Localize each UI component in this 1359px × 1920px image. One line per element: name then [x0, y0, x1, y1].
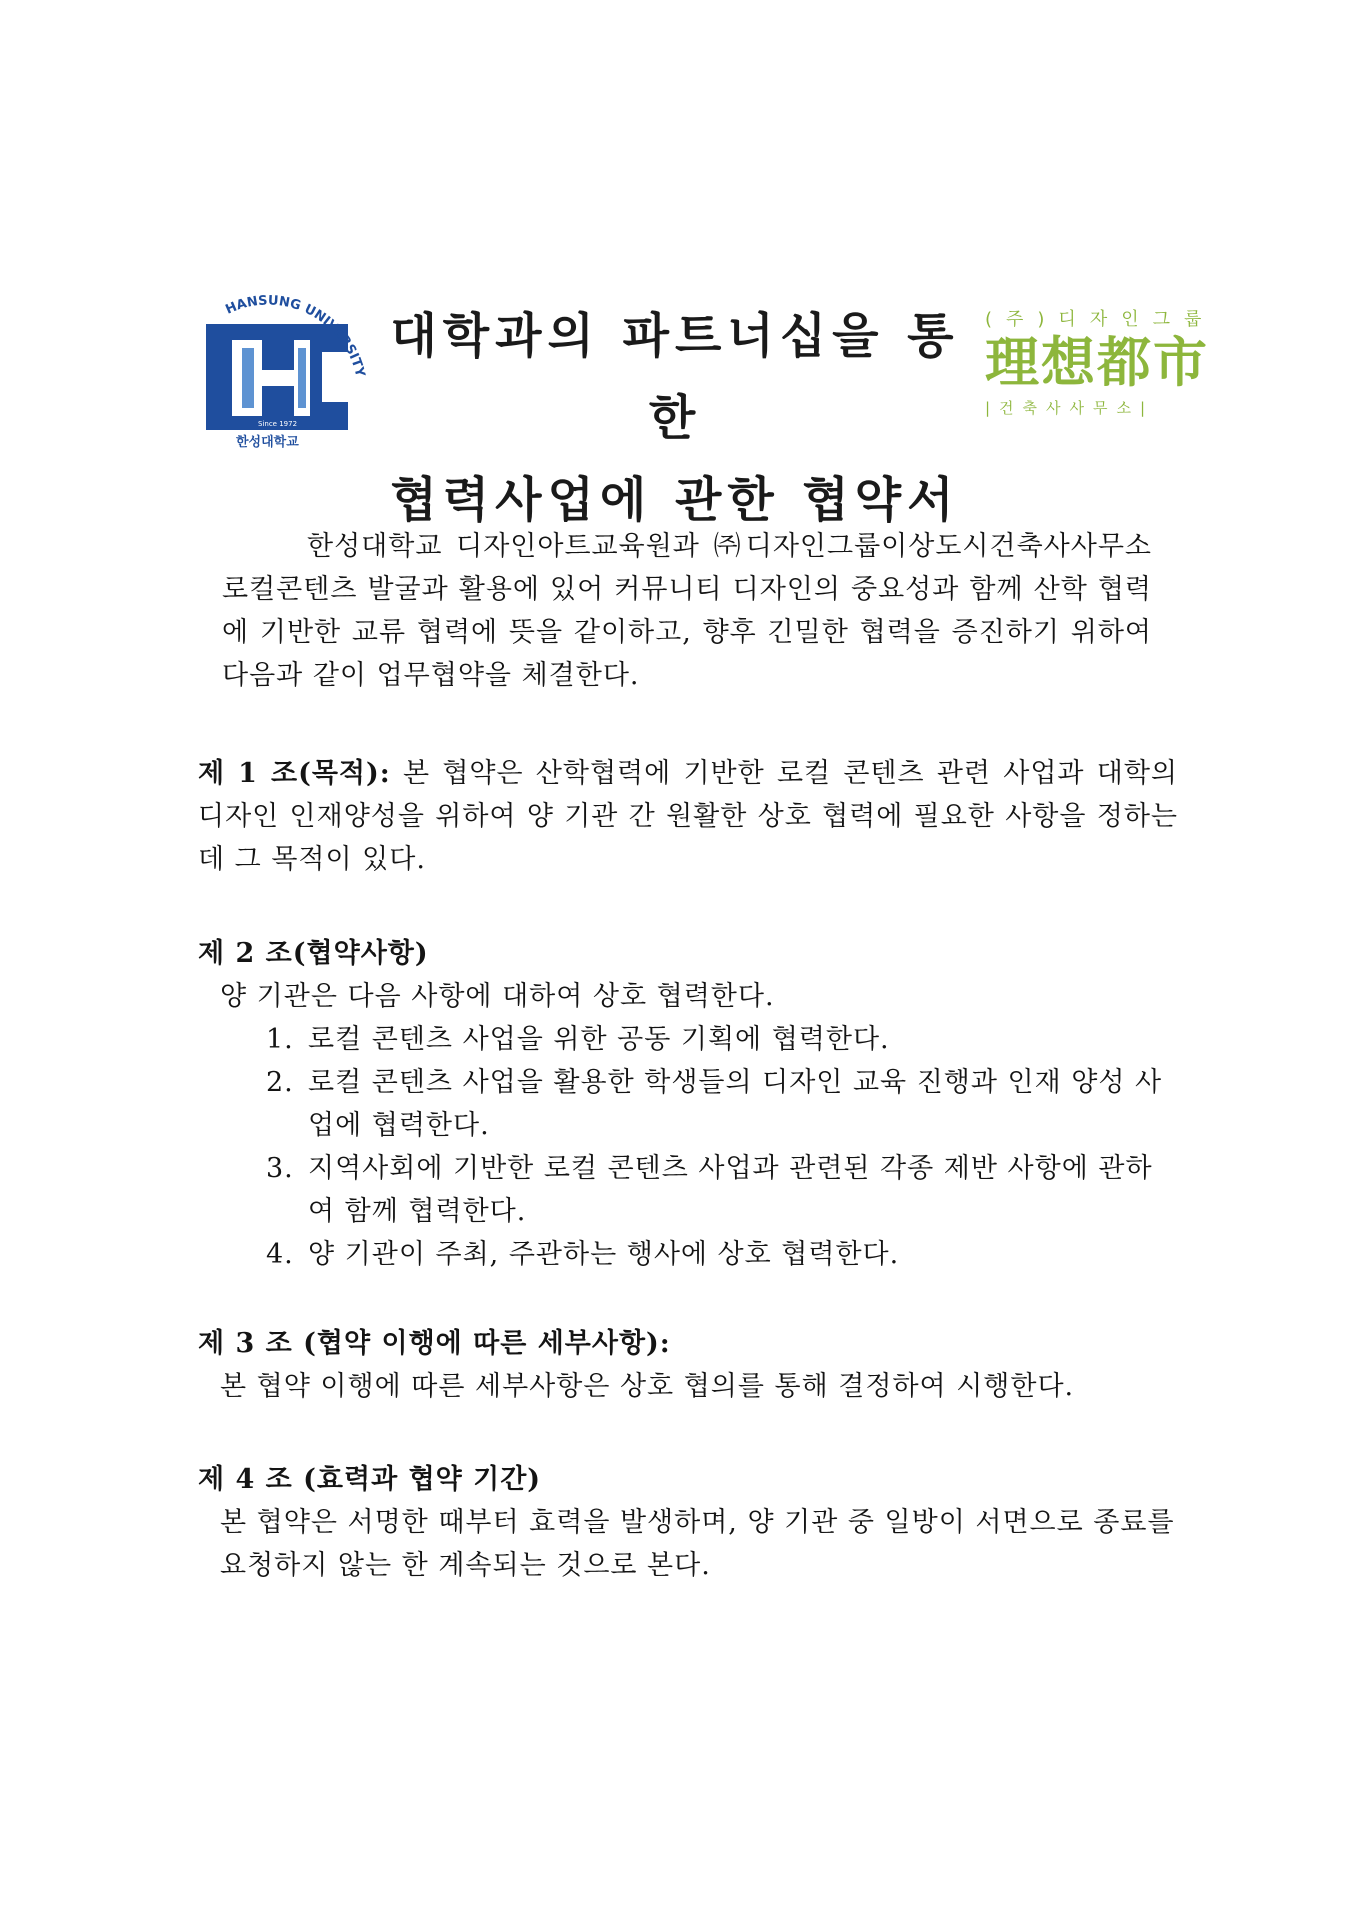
article-2-heading: 제 2 조(협약사항)	[198, 938, 429, 969]
article-3	[198, 1322, 1178, 1408]
design-group-logo	[985, 305, 1225, 415]
list-item	[198, 1147, 1178, 1233]
hansung-university-logo	[198, 290, 368, 450]
article-4-body: 본 협약은 서명한 때부터 효력을 발생하며, 양 기관 중 일방이 서면으로 종료를 요청하지 않는 한 계속되는 것으로 본다.	[220, 1507, 1175, 1581]
article-1	[198, 752, 1178, 881]
list-item-number: 3.	[266, 1153, 294, 1184]
title-line-1: 대학과의 파트너십을 통한	[390, 308, 960, 446]
article-2	[198, 932, 1178, 1276]
article-4-heading: 제 4 조 (효력과 협약 기간)	[198, 1464, 542, 1495]
logo-est-text: Since 1972	[258, 420, 298, 428]
article-2-list	[198, 1018, 1178, 1276]
list-item-number: 1.	[266, 1024, 294, 1055]
list-item-text: 지역사회에 기반한 로컬 콘텐츠 사업과 관련된 각종 제반 사항에 관하여 함께 협력한다.	[308, 1153, 1153, 1227]
document-title	[375, 295, 975, 541]
logo-university-name: HANSUNG UNIVERSITY	[223, 293, 368, 379]
article-2-intro: 양 기관은 다음 사항에 대하여 상호 협력한다.	[220, 981, 775, 1012]
list-item-text: 양 기관이 주최, 주관하는 행사에 상호 협력한다.	[308, 1239, 900, 1270]
list-item-text: 로컬 콘텐츠 사업을 위한 공동 기획에 협력한다.	[308, 1024, 890, 1055]
design-group-logo-bottom: |건축사사무소|	[985, 399, 1155, 417]
design-group-logo-top: (주)디자인그룹	[985, 309, 1216, 330]
logo-korean-name: 한성대학교	[236, 435, 299, 450]
article-4	[198, 1458, 1178, 1587]
title-line-2: 협력사업에 관한 협약서	[390, 472, 960, 528]
article-1-heading: 제 1 조(목적):	[198, 758, 391, 789]
article-3-heading: 제 3 조 (협약 이행에 따른 세부사항):	[198, 1328, 671, 1359]
list-item-text: 로컬 콘텐츠 사업을 활용한 학생들의 디자인 교육 진행과 인재 양성 사업에 협력한다.	[308, 1067, 1163, 1141]
list-item-number: 2.	[266, 1067, 294, 1098]
list-item	[198, 1233, 1178, 1276]
intro-paragraph: 한성대학교 디자인아트교육원과 ㈜디자인그룹이상도시건축사사무소 로컬콘텐츠 발굴과 활용에 있어 커뮤니티 디자인의 중요성과 함께 산학 협력에 기반한 교류 협력에 뜻을 같이하고, 향후 긴밀한 협력을 증진하기 위하여 다음과 같이 업무협약을 체결한다.	[222, 531, 1152, 691]
list-item	[198, 1018, 1178, 1061]
list-item	[198, 1061, 1178, 1147]
hansung-emblem-icon	[198, 290, 368, 450]
article-3-body: 본 협약 이행에 따른 세부사항은 상호 협의를 통해 결정하여 시행한다.	[220, 1371, 1075, 1402]
article-1-body: 본 협약은 산학협력에 기반한 로컬 콘텐츠 관련 사업과 대학의 디자인 인재양성을 위하여 양 기관 간 원활한 상호 협력에 필요한 사항을 정하는 데 그 목적이 있다.	[198, 758, 1178, 875]
design-group-logo-main: 理想都市	[985, 331, 1209, 394]
list-item-number: 4.	[266, 1239, 294, 1270]
